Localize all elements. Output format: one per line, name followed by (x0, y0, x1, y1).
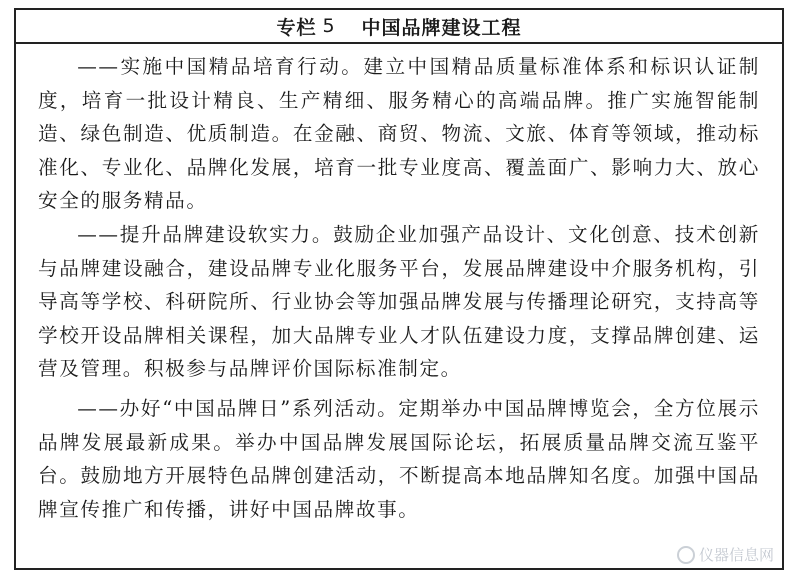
column-header (16, 10, 782, 44)
paragraph-soft-power: ——提升品牌建设软实力。鼓励企业加强产品设计、文化创意、技术创新与品牌建设融合，建设品牌专业化服务平台，发展品牌建设中介服务机构，引导高等学校、科研院所、行业协会等加强品牌发展与传播理论研究，支持高等学校开设品牌相关课程，加大品牌专业人才队伍建设力度，支撑品牌创建、运营及管理。积极参与品牌评价国际标准制定。 (38, 222, 760, 381)
column-number: 5 (322, 15, 336, 37)
watermark (677, 544, 774, 565)
column-label: 专栏 (276, 16, 317, 39)
paragraph-brand-day: ——办好“中国品牌日”系列活动。定期举办中国品牌博览会，全方位展示品牌发展最新成果。举办中国品牌发展国际论坛，拓展质量品牌交流互鉴平台。鼓励地方开展特色品牌创建活动，不断提高本地品牌知名度。加强中国品牌宣传推广和传播，讲好中国品牌故事。 (38, 396, 760, 521)
column-title: 中国品牌建设工程 (361, 16, 522, 39)
watermark-text: 仪器信息网 (698, 546, 774, 564)
paragraph-quality-products: ——实施中国精品培育行动。建立中国精品质量标准体系和标识认证制度，培育一批设计精良、生产精细、服务精心的高端品牌。推广实施智能制造、绿色制造、优质制造。在金融、商贸、物流、文旅、体育等领域，推动标准化、专业化、品牌化发展，培育一批专业度高、覆盖面广、影响力大、放心安全的服务精品。 (38, 55, 760, 213)
column-box (14, 8, 784, 570)
watermark-logo-icon (677, 546, 695, 564)
column-body (16, 44, 782, 526)
